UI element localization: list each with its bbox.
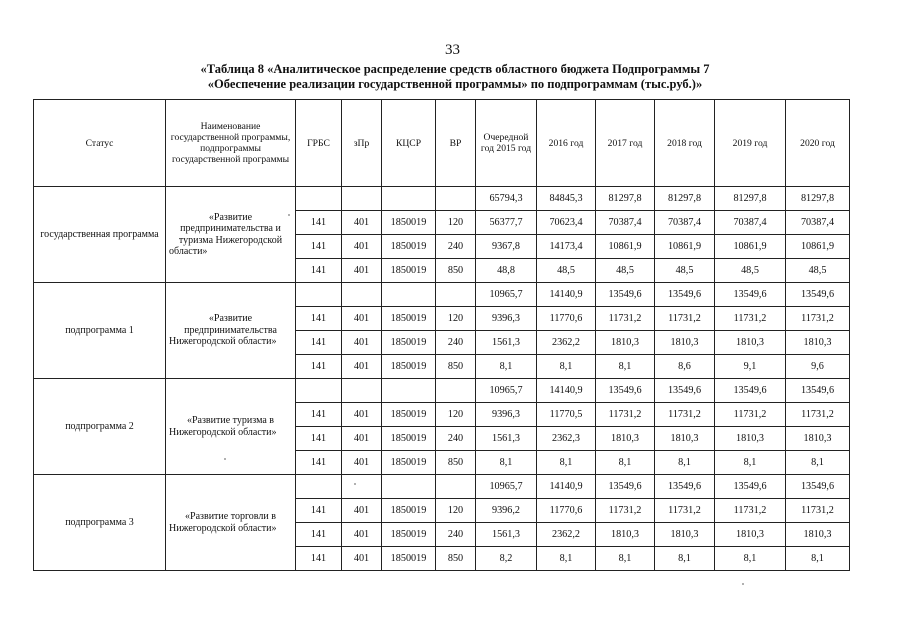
value-2020-cell: 13549,6 — [786, 283, 850, 307]
header-2016: 2016 год — [537, 100, 596, 187]
header-2017: 2017 год — [596, 100, 655, 187]
value-2017-cell: 11731,2 — [596, 499, 655, 523]
value-2019-cell: 13549,6 — [715, 475, 786, 499]
value-2020-cell: 13549,6 — [786, 379, 850, 403]
header-2018: 2018 год — [655, 100, 715, 187]
value-2020-cell: 11731,2 — [786, 499, 850, 523]
zpr-cell: 401 — [342, 235, 382, 259]
value-2016-cell: 84845,3 — [537, 187, 596, 211]
table-row — [34, 475, 850, 499]
grbs-cell — [296, 475, 342, 499]
value-2015-cell: 1561,3 — [476, 523, 537, 547]
kcsr-cell: 1850019 — [382, 355, 436, 379]
value-2019-cell: 11731,2 — [715, 403, 786, 427]
value-2016-cell: 14140,9 — [537, 379, 596, 403]
value-2019-cell: 1810,3 — [715, 427, 786, 451]
value-2017-cell: 1810,3 — [596, 331, 655, 355]
value-2017-cell: 8,1 — [596, 451, 655, 475]
zpr-cell — [342, 187, 382, 211]
value-2020-cell: 8,1 — [786, 547, 850, 571]
program-name-cell: «Развитие предпринимательства и туризма Нижегородской области» — [166, 187, 296, 283]
vr-cell: 240 — [436, 427, 476, 451]
header-row — [34, 100, 850, 187]
grbs-cell: 141 — [296, 427, 342, 451]
value-2017-cell: 8,1 — [596, 355, 655, 379]
value-2015-cell: 1561,3 — [476, 427, 537, 451]
kcsr-cell — [382, 379, 436, 403]
kcsr-cell: 1850019 — [382, 451, 436, 475]
status-cell: государственная программа — [34, 187, 166, 283]
zpr-cell: 401 — [342, 307, 382, 331]
zpr-cell: 401 — [342, 355, 382, 379]
value-2015-cell: 9396,3 — [476, 403, 537, 427]
vr-cell: 120 — [436, 211, 476, 235]
value-2018-cell: 1810,3 — [655, 523, 715, 547]
value-2020-cell: 11731,2 — [786, 307, 850, 331]
kcsr-cell: 1850019 — [382, 547, 436, 571]
value-2018-cell: 13549,6 — [655, 379, 715, 403]
grbs-cell: 141 — [296, 547, 342, 571]
value-2018-cell: 11731,2 — [655, 499, 715, 523]
kcsr-cell: 1850019 — [382, 427, 436, 451]
value-2017-cell: 81297,8 — [596, 187, 655, 211]
value-2019-cell: 70387,4 — [715, 211, 786, 235]
grbs-cell: 141 — [296, 259, 342, 283]
value-2018-cell: 1810,3 — [655, 427, 715, 451]
kcsr-cell — [382, 283, 436, 307]
value-2016-cell: 70623,4 — [537, 211, 596, 235]
kcsr-cell: 1850019 — [382, 403, 436, 427]
program-name-cell: «Развитие предпринимательства Нижегородской области» — [166, 283, 296, 379]
value-2015-cell: 8,1 — [476, 355, 537, 379]
value-2017-cell: 1810,3 — [596, 427, 655, 451]
program-name-cell: «Развитие торговли в Нижегородской области» — [166, 475, 296, 571]
value-2019-cell: 11731,2 — [715, 307, 786, 331]
grbs-cell: 141 — [296, 523, 342, 547]
value-2019-cell: 48,5 — [715, 259, 786, 283]
value-2018-cell: 1810,3 — [655, 331, 715, 355]
scan-speck — [288, 214, 290, 216]
vr-cell: 850 — [436, 451, 476, 475]
header-2019: 2019 год — [715, 100, 786, 187]
value-2015-cell: 8,2 — [476, 547, 537, 571]
vr-cell: 120 — [436, 307, 476, 331]
value-2019-cell: 13549,6 — [715, 283, 786, 307]
value-2017-cell: 1810,3 — [596, 523, 655, 547]
value-2016-cell: 2362,3 — [537, 427, 596, 451]
value-2020-cell: 9,6 — [786, 355, 850, 379]
grbs-cell — [296, 283, 342, 307]
value-2018-cell: 48,5 — [655, 259, 715, 283]
value-2016-cell: 48,5 — [537, 259, 596, 283]
zpr-cell: 401 — [342, 211, 382, 235]
value-2018-cell: 8,6 — [655, 355, 715, 379]
header-2015: Очередной год 2015 год — [476, 100, 537, 187]
value-2018-cell: 70387,4 — [655, 211, 715, 235]
grbs-cell: 141 — [296, 235, 342, 259]
value-2020-cell: 10861,9 — [786, 235, 850, 259]
value-2016-cell: 14140,9 — [537, 283, 596, 307]
zpr-cell: 401 — [342, 451, 382, 475]
value-2016-cell: 14173,4 — [537, 235, 596, 259]
header-grbs: ГРБС — [296, 100, 342, 187]
value-2018-cell: 13549,6 — [655, 283, 715, 307]
value-2015-cell: 10965,7 — [476, 379, 537, 403]
value-2016-cell: 8,1 — [537, 451, 596, 475]
value-2017-cell: 13549,6 — [596, 283, 655, 307]
value-2016-cell: 8,1 — [537, 355, 596, 379]
zpr-cell: 401 — [342, 499, 382, 523]
value-2020-cell: 1810,3 — [786, 427, 850, 451]
table-row — [34, 379, 850, 403]
kcsr-cell: 1850019 — [382, 523, 436, 547]
value-2015-cell: 10965,7 — [476, 283, 537, 307]
value-2015-cell: 65794,3 — [476, 187, 537, 211]
value-2018-cell: 11731,2 — [655, 307, 715, 331]
header-vr: ВР — [436, 100, 476, 187]
value-2020-cell: 70387,4 — [786, 211, 850, 235]
vr-cell: 850 — [436, 355, 476, 379]
kcsr-cell: 1850019 — [382, 307, 436, 331]
value-2017-cell: 10861,9 — [596, 235, 655, 259]
vr-cell: 240 — [436, 523, 476, 547]
value-2016-cell: 2362,2 — [537, 523, 596, 547]
grbs-cell: 141 — [296, 355, 342, 379]
value-2017-cell: 48,5 — [596, 259, 655, 283]
vr-cell — [436, 283, 476, 307]
title-line-1: «Таблица 8 «Аналитическое распределение средств областного бюджета Подпрограммы 7 — [200, 62, 710, 76]
zpr-cell: 401 — [342, 259, 382, 283]
vr-cell: 240 — [436, 331, 476, 355]
kcsr-cell — [382, 187, 436, 211]
budget-table — [33, 99, 850, 571]
scan-speck — [224, 458, 226, 460]
value-2019-cell: 9,1 — [715, 355, 786, 379]
value-2018-cell: 13549,6 — [655, 475, 715, 499]
kcsr-cell: 1850019 — [382, 499, 436, 523]
value-2020-cell: 13549,6 — [786, 475, 850, 499]
grbs-cell: 141 — [296, 331, 342, 355]
value-2019-cell: 13549,6 — [715, 379, 786, 403]
grbs-cell: 141 — [296, 307, 342, 331]
kcsr-cell: 1850019 — [382, 211, 436, 235]
value-2018-cell: 8,1 — [655, 451, 715, 475]
value-2019-cell: 11731,2 — [715, 499, 786, 523]
vr-cell — [436, 475, 476, 499]
value-2016-cell: 2362,2 — [537, 331, 596, 355]
value-2016-cell: 11770,5 — [537, 403, 596, 427]
value-2015-cell: 9367,8 — [476, 235, 537, 259]
grbs-cell: 141 — [296, 499, 342, 523]
table-body — [34, 187, 850, 571]
grbs-cell — [296, 187, 342, 211]
value-2015-cell: 9396,3 — [476, 307, 537, 331]
value-2019-cell: 8,1 — [715, 451, 786, 475]
value-2017-cell: 11731,2 — [596, 307, 655, 331]
title-line-2: «Обеспечение реализации государственной программы» по подпрограммам (тыс.руб.)» — [207, 77, 703, 91]
value-2015-cell: 8,1 — [476, 451, 537, 475]
value-2019-cell: 1810,3 — [715, 523, 786, 547]
zpr-cell: 401 — [342, 331, 382, 355]
value-2020-cell: 1810,3 — [786, 523, 850, 547]
kcsr-cell — [382, 475, 436, 499]
status-cell: подпрограмма 1 — [34, 283, 166, 379]
status-cell: подпрограмма 2 — [34, 379, 166, 475]
value-2020-cell: 8,1 — [786, 451, 850, 475]
header-zpr: зПр — [342, 100, 382, 187]
value-2019-cell: 8,1 — [715, 547, 786, 571]
scan-speck — [354, 483, 356, 485]
vr-cell: 120 — [436, 403, 476, 427]
grbs-cell: 141 — [296, 403, 342, 427]
value-2020-cell: 81297,8 — [786, 187, 850, 211]
value-2018-cell: 11731,2 — [655, 403, 715, 427]
value-2017-cell: 8,1 — [596, 547, 655, 571]
value-2016-cell: 8,1 — [537, 547, 596, 571]
value-2016-cell: 11770,6 — [537, 307, 596, 331]
status-cell: подпрограмма 3 — [34, 475, 166, 571]
grbs-cell: 141 — [296, 451, 342, 475]
value-2015-cell: 9396,2 — [476, 499, 537, 523]
value-2016-cell: 11770,6 — [537, 499, 596, 523]
scan-speck — [742, 583, 744, 585]
zpr-cell: 401 — [342, 523, 382, 547]
zpr-cell — [342, 379, 382, 403]
kcsr-cell: 1850019 — [382, 235, 436, 259]
value-2018-cell: 10861,9 — [655, 235, 715, 259]
value-2015-cell: 48,8 — [476, 259, 537, 283]
header-name: Наименование государственной программы, подпрограммы государственной программы — [166, 100, 296, 187]
table-title — [150, 62, 760, 92]
vr-cell — [436, 187, 476, 211]
table-row — [34, 187, 850, 211]
grbs-cell — [296, 379, 342, 403]
value-2019-cell: 1810,3 — [715, 331, 786, 355]
kcsr-cell: 1850019 — [382, 259, 436, 283]
vr-cell — [436, 379, 476, 403]
value-2018-cell: 8,1 — [655, 547, 715, 571]
kcsr-cell: 1850019 — [382, 331, 436, 355]
zpr-cell: 401 — [342, 403, 382, 427]
zpr-cell: 401 — [342, 427, 382, 451]
value-2019-cell: 81297,8 — [715, 187, 786, 211]
value-2015-cell: 1561,3 — [476, 331, 537, 355]
vr-cell: 850 — [436, 547, 476, 571]
zpr-cell: 401 — [342, 547, 382, 571]
value-2017-cell: 11731,2 — [596, 403, 655, 427]
grbs-cell: 141 — [296, 211, 342, 235]
value-2017-cell: 70387,4 — [596, 211, 655, 235]
zpr-cell — [342, 283, 382, 307]
table-row — [34, 283, 850, 307]
header-kcsr: КЦСР — [382, 100, 436, 187]
vr-cell: 240 — [436, 235, 476, 259]
vr-cell: 120 — [436, 499, 476, 523]
value-2018-cell: 81297,8 — [655, 187, 715, 211]
value-2015-cell: 10965,7 — [476, 475, 537, 499]
value-2016-cell: 14140,9 — [537, 475, 596, 499]
value-2017-cell: 13549,6 — [596, 379, 655, 403]
page-number: 33 — [445, 42, 460, 58]
value-2020-cell: 11731,2 — [786, 403, 850, 427]
vr-cell: 850 — [436, 259, 476, 283]
value-2017-cell: 13549,6 — [596, 475, 655, 499]
value-2019-cell: 10861,9 — [715, 235, 786, 259]
program-name-cell: «Развитие туризма в Нижегородской области» — [166, 379, 296, 475]
header-2020: 2020 год — [786, 100, 850, 187]
zpr-cell — [342, 475, 382, 499]
header-status: Статус — [34, 100, 166, 187]
value-2020-cell: 1810,3 — [786, 331, 850, 355]
value-2020-cell: 48,5 — [786, 259, 850, 283]
value-2015-cell: 56377,7 — [476, 211, 537, 235]
